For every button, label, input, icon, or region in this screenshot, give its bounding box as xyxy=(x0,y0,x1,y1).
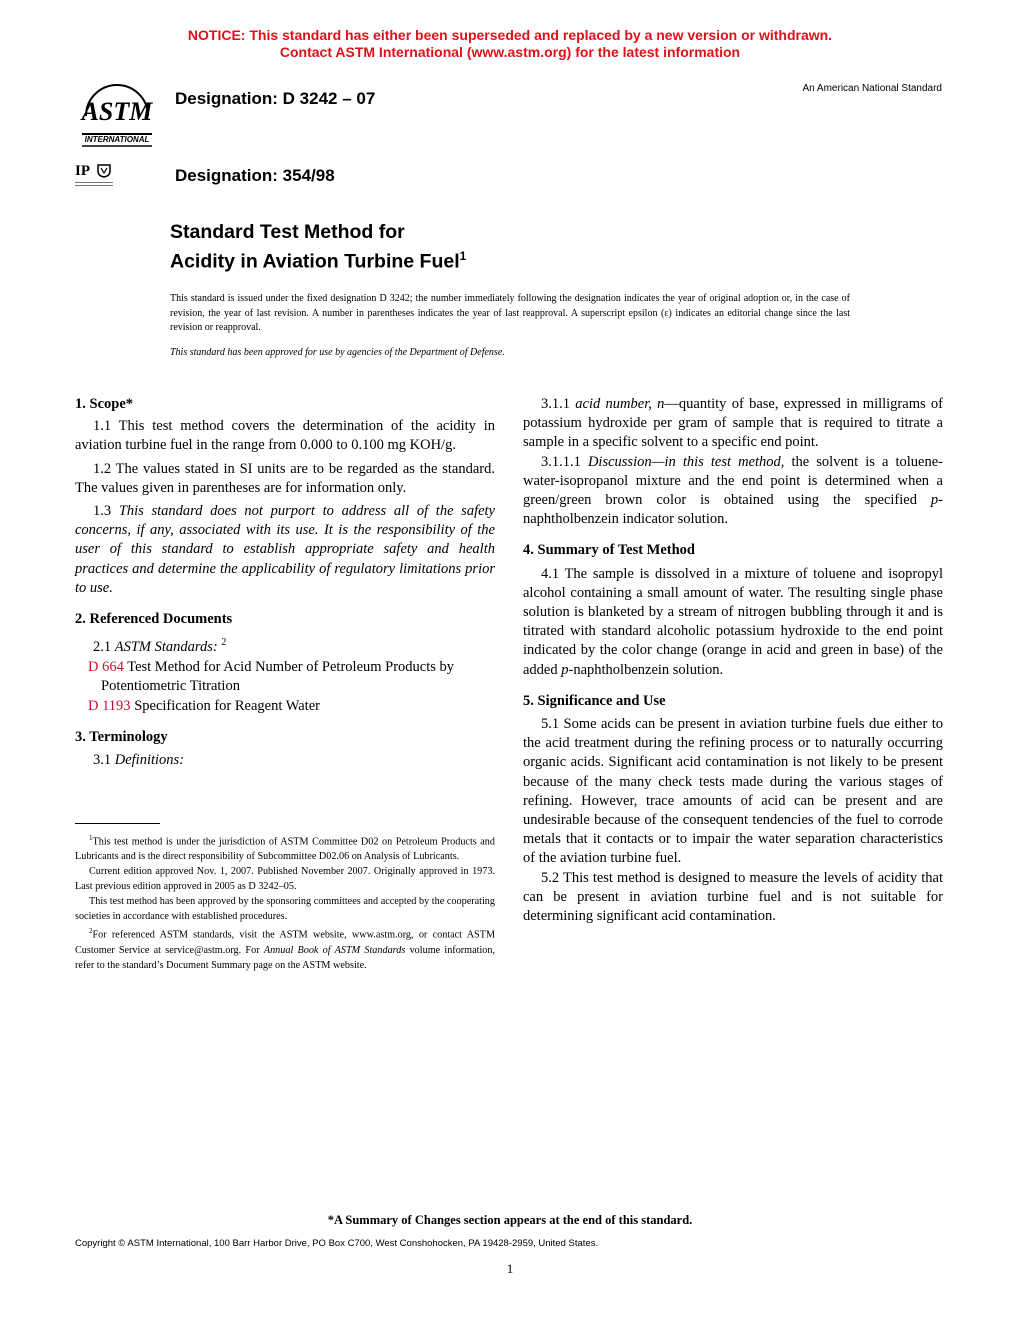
footnote-1-approval: This test method has been approved by the sponsoring committees and accepted by the cooperating societies in accordance with established procedures. xyxy=(75,896,495,923)
link-d664[interactable]: D 664 xyxy=(88,659,124,676)
left-column xyxy=(75,395,495,770)
astm-logo xyxy=(74,76,160,148)
designation-ip: Designation: 354/98 xyxy=(175,166,335,185)
ip-logo-text: IP xyxy=(75,163,90,179)
section-3-1-1-1: 3.1.1.1 Discussion—in this test method, the solvent is a toluene-water-isopropanol mixture and the end point is determined when a green/green brown color is obtained using the specified p-naphtholbenzein indicator solution. xyxy=(523,453,944,528)
section-1-heading: 1. Scope* xyxy=(75,396,133,412)
section-2-1: 2.1 ASTM Standards: $^2$ xyxy=(93,637,227,656)
footnote-rule xyxy=(75,823,160,824)
dod-approval: This standard has been approved for use by agencies of the Department of Defense. xyxy=(170,347,505,358)
document-title xyxy=(170,220,466,274)
section-5-heading: 5. Significance and Use xyxy=(523,692,666,709)
section-1-3: 1.3 This standard does not purport to address all of the safety concerns, if any, associated with its use. It is the responsibility of the user of this standard to establish appropriate safety and health practices and determine the applicability of regulatory limitations prior to use. xyxy=(75,503,495,596)
page-number: 1 xyxy=(506,1261,514,1276)
reference-d1193: D 1193 Specification for Reagent Water xyxy=(88,697,320,714)
notice-banner xyxy=(0,27,1020,61)
footnote-2: $^2$For referenced ASTM standards, visit the ASTM website, www.astm.org, or contact ASTM Customer Service at service@astm.org. For Annual Book of ASTM Standards volume information, refer to the standard’s Document Summary page on the ASTM website. xyxy=(75,927,496,971)
american-national-standard: An American National Standard xyxy=(802,83,942,94)
title-footnote-mark: 1 xyxy=(459,249,467,263)
section-4-1: 4.1 The sample is dissolved in a mixture of toluene and isopropyl alcohol containing a small amount of water. The resulting single phase solution is blanketed by a stream of nitrogen bubbling through it and is titrated with standard alcoholic potassium hydroxide to the end point indicated by the color change (orange in acid and green in base) of the added p-naphtholbenzein solution. xyxy=(523,565,943,678)
title-line-2: Acidity in Aviation Turbine Fuel xyxy=(170,250,460,273)
svg-text:ASTM: ASTM xyxy=(81,97,153,126)
link-d1193[interactable]: D 1193 xyxy=(88,697,131,714)
footnote-1-edition: Current edition approved Nov. 1, 2007. Published November 2007. Originally approved in 1973. Last previous edition approved in 2005 as D 3242–05. xyxy=(75,866,495,893)
section-3-heading: 3. Terminology xyxy=(75,728,168,745)
notice-line-1: NOTICE: This standard has either been superseded and replaced by a new version or withdrawn. xyxy=(187,27,833,43)
section-2-heading: 2. Referenced Documents xyxy=(75,611,233,628)
section-4-heading: 4. Summary of Test Method xyxy=(523,542,695,559)
summary-of-changes-note: *A Summary of Changes section appears at the end of this standard. xyxy=(327,1213,693,1227)
notice-line-2: Contact ASTM International (www.astm.org) for the latest information xyxy=(279,44,741,60)
reference-d664: D 664 Test Method for Acid Number of Petroleum Products by Potentiometric Titration xyxy=(88,659,455,695)
right-column xyxy=(523,395,943,926)
shield-icon xyxy=(97,164,111,178)
designation-astm: Designation: D 3242 – 07 xyxy=(175,89,376,108)
intro-paragraph: This standard is issued under the fixed designation D 3242; the number immediately following the designation indicates the year of original adoption or, in the case of revision, the year of last revision. A number in parentheses indicates the year of last reapproval. A superscript epsilon (ε) indicates an editorial change since the last revision or reapproval. xyxy=(170,293,850,334)
copyright: Copyright © ASTM International, 100 Barr Harbor Drive, PO Box C700, West Conshohocken, PA 19428-2959, United States. xyxy=(75,1238,599,1249)
footnote-1: $^1$This test method is under the jurisdiction of ASTM Committee D02 on Petroleum Products and Lubricants and is the direct responsibility of Subcommittee D02.06 on Analysis of Lubricants. xyxy=(75,834,495,863)
section-1-2: 1.2 The values stated in SI units are to be regarded as the standard. The values given in parentheses are for information only. xyxy=(75,460,495,496)
ip-logo xyxy=(75,162,115,192)
section-5-1: 5.1 Some acids can be present in aviation turbine fuels due either to the acid treatment during the refining process or to naturally occurring organic acids. Significant acid contamination is not likely to be present because of the many check tests made during the various stages of refining. However, trace amounts of acid can be present and are undesirable because of the consequent tendencies of the fuel to corrode metals that it contacts or to impair the water separation characteristics of the aviation turbine fuel. xyxy=(523,716,943,867)
title-line-1: Standard Test Method for xyxy=(170,221,405,243)
section-5-2: 5.2 This test method is designed to measure the levels of acidity that can be present in aviation turbine fuel and is not suitable for determining significant acid contamination. xyxy=(523,869,943,925)
astm-logo-text: INTERNATIONAL xyxy=(84,135,150,144)
section-1-1: 1.1 This test method covers the determination of the acidity in aviation turbine fuel in the range from 0.000 to 0.100 mg KOH/g. xyxy=(75,418,495,454)
section-3-1-1: 3.1.1 acid number, n—quantity of base, expressed in milligrams of potassium hydroxide per gram of sample that is required to titrate a sample in a specific solvent to a specific end point. xyxy=(523,396,943,451)
footnotes xyxy=(75,831,495,973)
section-3-1: 3.1 Definitions: xyxy=(93,752,185,769)
